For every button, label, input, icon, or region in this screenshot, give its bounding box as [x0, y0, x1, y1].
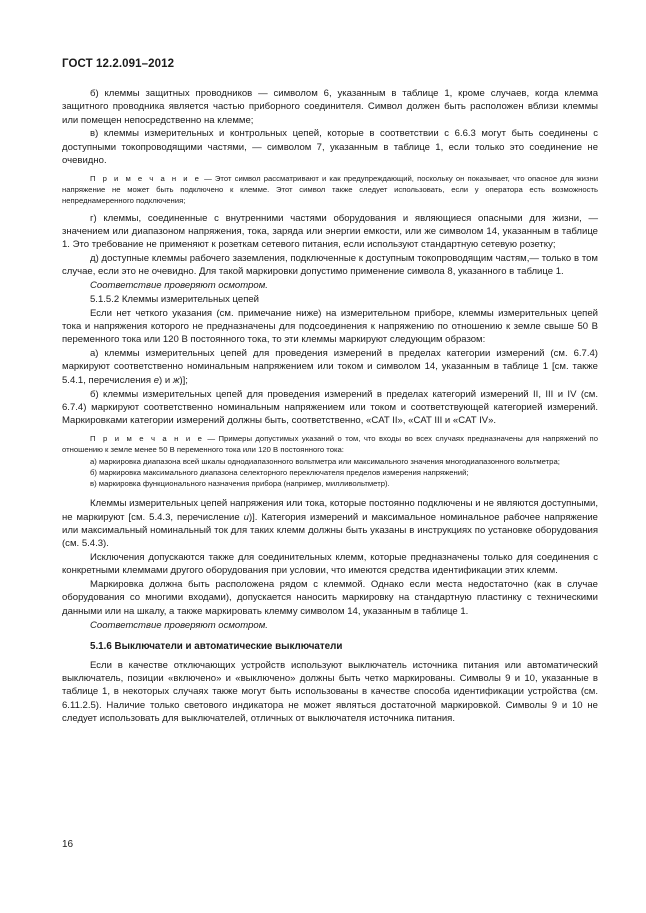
section-heading-5-1-6: 5.1.6 Выключатели и автоматические выключатели — [90, 641, 343, 653]
para-item-g-internal: г) клеммы, соединенные с внутренними частями оборудования и являющиеся опасными для жизни, — значением или диапазоном напряжения, тока, заряда или энергии емкости, или же символом 14, указанным в таблице 1. Это требование не применяют к розеткам сетевого питания, если используют стандартную сетевую розетку; — [62, 212, 598, 251]
page-number: 16 — [62, 839, 74, 850]
note-2-item-b: б) маркировка максимального диапазона селекторного переключателя пределов измерения напряжений; — [90, 467, 469, 477]
para-item-b-categories: б) клеммы измерительных цепей для проведения измерений в пределах категорий измерений II, III и IV (см. 6.7.4) маркируют соответственно номинальным напряжением или током и соответствующей категорией измерений. Маркировками категории измерений должны быть, соответственно, «CAT II», «CAT III и «CAT IV». — [62, 388, 598, 427]
document-header-title: ГОСТ 12.2.091–2012 — [62, 58, 175, 70]
para-permanent-terminals: Клеммы измерительных цепей напряжения или тока, которые постоянно подключены и не являются доступными, не маркируют [см. 5.4.3, перечисление и)]. Категория измерений и максимальное номинальное рабочее напряжение или максимальный номинальный ток для таких клемм должны быть указаны в инструкциях по установке оборудования (см. 5.4.3). — [62, 498, 598, 550]
para-item-d-grounding: д) доступные клеммы рабочего заземления, подключенные к доступным токопроводящим частям,— только в том случае, если это не очевидно. Для такой маркировки допустимо применение символа 8, указанного в таблице 1. — [62, 253, 598, 278]
note-1 — [62, 173, 598, 207]
para-measuring-intro: Если нет четкого указания (см. примечание ниже) на измерительном приборе, клеммы измерительных цепей тока и напряжения которого не предназначены для подсоединения к напряжению по отношению к земле свыше 50 В переменного тока или 120 В постоянного тока, то эти клеммы маркируют следующим образом: — [62, 307, 598, 346]
document-body — [62, 87, 598, 726]
check-statement-1: Соответствие проверяют осмотром. — [90, 280, 268, 292]
note-2-item-v: в) маркировка функционального назначения прибора (например, милливольтметр). — [90, 479, 390, 489]
para-item-a-measuring: а) клеммы измерительных цепей для проведения измерений в пределах категории измерений (см. 6.7.4) маркируют соответственно номинальным напряжением или током и символом 14, указанным в таблице 1 [см. также 5.4.1, перечисления е) и ж)]; — [62, 348, 598, 386]
subsection-5-1-5-2: 5.1.5.2 Клеммы измерительных цепей — [90, 293, 260, 305]
para-switches: Если в качестве отключающих устройств используют выключатель источника питания или автоматический выключатель, позиции «включено» и «выключено» должны быть четко маркированы. Символы 9 и 10, указанные в таблице 1, в некоторых случаях также могут быть использованы в качестве способа идентификации устройства (см. 6.11.2.5). Наличие только светового индикатора не может являться достаточной маркировкой. Символы 9 и 10 не следует использовать для выключателей, отличных от выключателя источника питания. — [62, 659, 598, 724]
note-2 — [62, 433, 598, 456]
para-item-v-measuring: в) клеммы измерительных и контрольных цепей, которые в соответствии с 6.6.3 могут быть соединены с доступными токопроводящими частями, — символом 7, указанным в таблице 1, если только это соединение не очевидно. — [62, 128, 598, 166]
note-2-item-a: а) маркировка диапазона всей шкалы однодиапазонного вольтметра или максимального значения многодиапазонного вольтметра; — [90, 456, 560, 466]
para-marking-location: Маркировка должна быть расположена рядом с клеммой. Однако если места недостаточно (как в случае оборудования со многими входами), допускается наносить маркировку на стандартную пластинку с техническими данными или на шкалу, а также маркировать клемму символом 14, указанным в таблице 1. — [62, 579, 598, 617]
check-statement-2: Соответствие проверяют осмотром. — [90, 619, 268, 631]
para-exceptions: Исключения допускаются также для соединительных клемм, которые предназначены только для соединения с конкретными клеммами другого оборудования при условии, что имеются средства идентификации этих клемм. — [62, 552, 598, 577]
note-2-text: — Примеры допустимых указаний о том, что входы во всех случаях предназначены для напряжений по отношению к земле менее 50 В переменного тока или 120 В постоянного тока: — [62, 433, 599, 455]
para-item-b-protective: б) клеммы защитных проводников — символом 6, указанным в таблице 1, кроме случаев, когда клемма защитного проводника является частью приборного соединителя. Символ должен быть расположен вблизи клеммы или помещен непосредственно на клемме; — [62, 88, 598, 126]
note-1-label: П р и м е ч а н и е — [90, 173, 201, 183]
note-1-text: — Этот символ рассматривают и как предупреждающий, поскольку он показывает, что опасное для жизни напряжение не может быть подключено к клемме. Этот символ также следует использовать, если у оператора есть возможность непреднамеренного подключения; — [62, 173, 598, 206]
note-2-label: П р и м е ч а н и е — [90, 433, 204, 443]
